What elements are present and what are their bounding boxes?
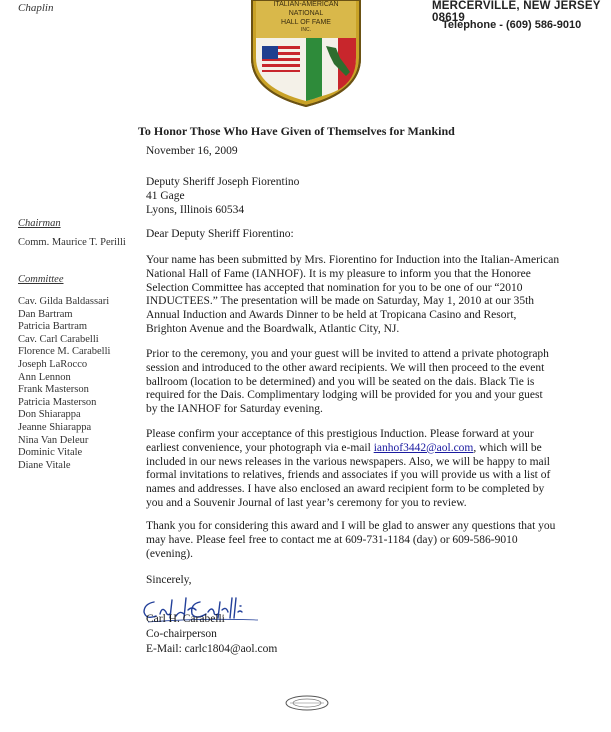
committee-member: Joseph LaRocco	[18, 358, 88, 370]
paragraph-line	[146, 442, 578, 456]
paragraph-line: Prior to the ceremony, you and your guest will be invited to attend a private photograph	[146, 348, 549, 360]
logo-small-text: INC.	[301, 27, 311, 33]
paragraph-line: included in our news releases in the various newspapers. Also, we will be happy to mail	[146, 455, 551, 468]
paragraph-line: names and addresses. I have also enclosed an award recipient form to be completed by	[146, 483, 545, 496]
signer-email: E-Mail: carlc1804@aol.com	[146, 643, 278, 655]
paragraph-1	[146, 254, 578, 337]
closing: Sincerely,	[146, 574, 192, 586]
recipient-address	[146, 175, 578, 217]
committee-member: Florence M. Carabelli	[18, 346, 111, 358]
email-link[interactable]: ianhof3442@aol.com	[373, 441, 474, 454]
recipient-line: Deputy Sheriff Joseph Fiorentino	[146, 176, 300, 188]
committee-member: Nina Van Deleur	[18, 434, 89, 446]
paragraph-line: session and introduced to the other award recipients. We will then proceed to the event	[146, 361, 545, 374]
logo-text-line: NATIONAL	[288, 10, 324, 17]
hall-of-fame-shield-logo	[250, 0, 362, 108]
address-line: MERCERVILLE, NEW JERSEY 08619	[432, 0, 601, 24]
text-span: earliest convenience, your photograph via e-mail	[146, 441, 374, 454]
committee-member: Dominic Vitale	[18, 447, 83, 459]
paragraph-line: Your name has been submitted by Mrs. Fiorentino for Induction into the Italian-American	[146, 254, 560, 266]
committee-member: Cav. Carl Carabelli	[18, 333, 99, 345]
paragraph-line: Selection Committee has accepted that nomination for you to be one of our “2010	[146, 281, 523, 294]
chairman-heading: Chairman	[18, 218, 61, 229]
committee-list	[18, 296, 110, 472]
paragraph-4	[146, 520, 578, 561]
committee-member: Dan Bartram	[18, 308, 73, 320]
salutation: Dear Deputy Sheriff Fiorentino:	[146, 228, 294, 240]
committee-member: Patricia Masterson	[18, 396, 97, 408]
recipient-line: 41 Gage	[146, 190, 185, 202]
committee-member: Diane Vitale	[18, 459, 71, 471]
logo-text	[250, 0, 362, 33]
committee-member: Cav. Gilda Baldassari	[18, 296, 110, 307]
printer-mark-icon	[284, 694, 330, 712]
logo-text-line: HALL OF FAME	[281, 19, 331, 26]
paragraph-2	[146, 348, 578, 417]
recipient-line: Lyons, Illinois 60534	[146, 204, 245, 216]
paragraph-3	[146, 428, 578, 511]
paragraph-line: Thank you for considering this award and I will be glad to answer any questions that you	[146, 520, 556, 532]
committee-member: Frank Masterson	[18, 384, 89, 396]
committee-member: Don Shiarappa	[18, 409, 81, 421]
logo-text-line: ITALIAN-AMERICAN	[273, 1, 339, 8]
signer-name: Carl H. Carabelli	[146, 613, 225, 625]
signer-block	[146, 612, 578, 657]
committee-member: Patricia Bartram	[18, 321, 88, 333]
paragraph-line: by the IANHOF for Saturday evening.	[146, 403, 323, 416]
committee-member: Jeanne Shiarappa	[18, 421, 92, 433]
paragraph-line: Annual Induction and Awards Dinner to be held at Tropicana Casino and Resort,	[146, 309, 517, 322]
paragraph-line: may have. Please feel free to contact me at 609-731-1184 (day) or 609-586-9010	[146, 533, 518, 546]
letter-date: November 16, 2009	[146, 145, 238, 157]
paragraph-line: formal invitations to relatives, friends and associates if you will provide us with a list of	[146, 469, 551, 482]
committee-heading: Committee	[18, 274, 64, 285]
paragraph-line: National Hall of Fame (IANHOF). It is my pleasure to inform you that the Honoree	[146, 267, 531, 280]
paragraph-line: (evening).	[146, 547, 193, 560]
paragraph-line: required for the Dais. Complimentary lodging will be provided for you and your guest	[146, 389, 543, 402]
signer-title: Co-chairperson	[146, 628, 217, 640]
text-span: , which will be	[473, 441, 542, 454]
paragraph-line: ballroom (location to be determined) and you will be seated on the dais. Black Tie is	[146, 375, 535, 388]
tagline: To Honor Those Who Have Given of Themselves for Mankind	[138, 124, 455, 138]
chaplin-label: Chaplin	[18, 2, 54, 14]
paragraph-line: you and a Souvenir Journal of last year’s ceremony for you to review.	[146, 496, 467, 509]
paragraph-line: Please confirm your acceptance of this prestigious Induction. Please forward at your	[146, 428, 534, 440]
committee-member: Ann Lennon	[18, 371, 71, 383]
paragraph-line: Brighton Avenue and the Boardwalk, Atlantic City, NJ.	[146, 322, 400, 335]
telephone-line: Telephone - (609) 586-9010	[442, 19, 582, 31]
paragraph-line: INDUCTEES.” The presentation will be made on Saturday, May 1, 2010 at our 35th	[146, 295, 535, 308]
chairman-name: Comm. Maurice T. Perilli	[18, 237, 126, 248]
union-bug-mark	[284, 694, 330, 712]
